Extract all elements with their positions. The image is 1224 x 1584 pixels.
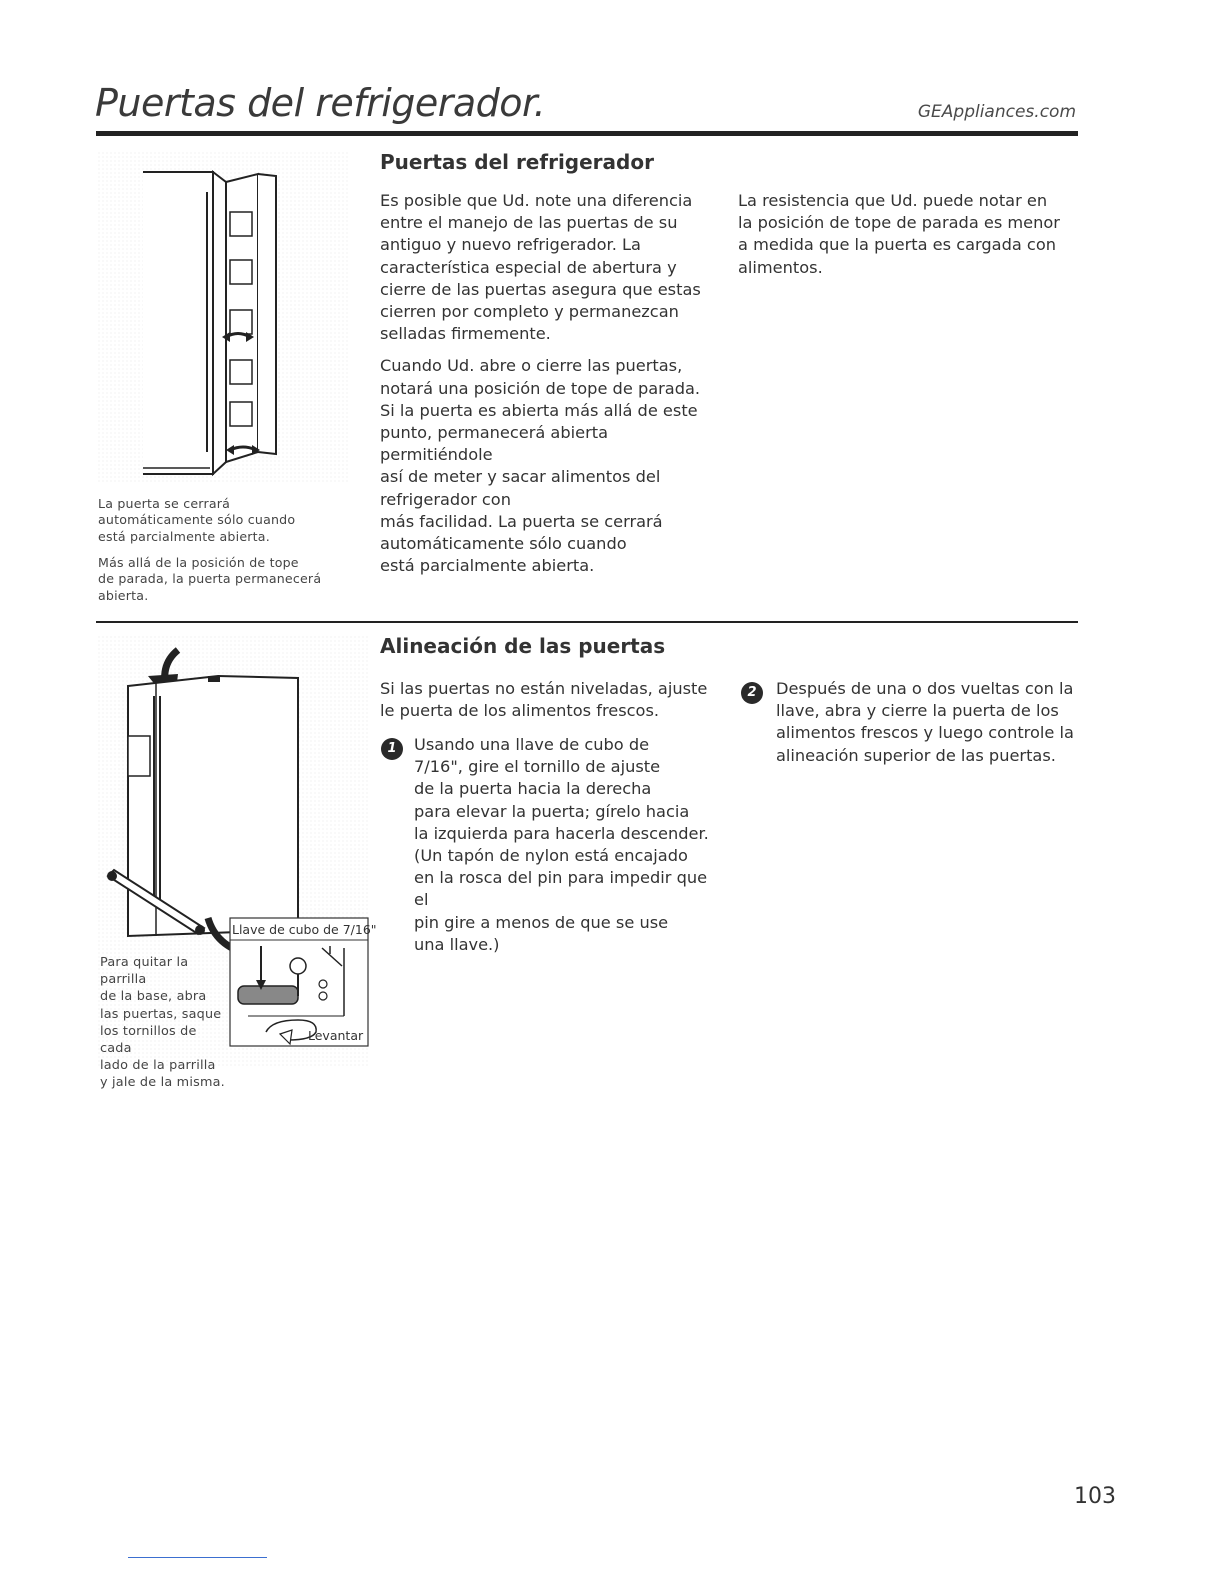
step-2-badge: 2 (741, 682, 763, 704)
doors-column-1: Es posible que Ud. note una diferencia entre el manejo de las puertas de su antiguo y nuevo refrigerador. La característica especial de abertura y cierre de las puertas asegura que estas cierren por completo y permanezcan selladas firmemente. Cuando Ud. abre o cierre las puertas, notará una posición de tope de parada. Si la puerta es abierta más allá de este punto, permanecerá abierta permitiéndole así de meter y sacar alimentos del refrigerador con más facilidad. La puerta se cerrará automáticamente sólo cuando está parcialmente abierta. (380, 191, 701, 576)
alignment-step-1: Usando una llave de cubo de 7/16", gire el tornillo de ajuste de la puerta hacia la derecha para elevar la puerta; gírelo hacia la izquierda para hacerla descender. (Un tapón de nylon está encajado en la rosca del pin para impedir que el pin gire a menos de que se use una llave.) (414, 735, 709, 954)
caption-door-close: La puerta se cerrará automáticamente sólo cuando está parcialmente abierta. (98, 496, 296, 544)
grille-caption: Para quitar la parrilla de la base, abra las puertas, saque los tornillos de cada lado de la parrilla y jale de la misma. (100, 955, 225, 1091)
alignment-step-2: Después de una o dos vueltas con la llave, abra y cierre la puerta de los alimentos frescos y luego controle la alineación superior de las puertas. (776, 679, 1074, 765)
door-open-drawing (98, 152, 348, 484)
step-1-badge: 1 (381, 738, 403, 760)
site-url: GEAppliances.com (917, 102, 1076, 122)
doors-column-2: La resistencia que Ud. puede notar en la posición de tope de parada es menor a medida que la puerta es cargada con alimentos. (738, 191, 1060, 277)
alignment-illustration (98, 636, 377, 1091)
section-heading-alignment: Alineación de las puertas (380, 634, 666, 658)
lift-label: Levantar (308, 1028, 364, 1043)
page-title: Puertas del refrigerador. (95, 81, 546, 125)
wrench-label: Llave de cubo de 7/16" (232, 922, 377, 937)
section-heading-doors: Puertas del refrigerador (380, 150, 654, 174)
footer-line (128, 1557, 267, 1558)
door-illustration (98, 152, 348, 484)
page-number: 103 (1074, 1484, 1116, 1509)
alignment-intro: Si las puertas no están niveladas, ajuste le puerta de los alimentos frescos. (380, 679, 708, 721)
header-rule (96, 131, 1078, 136)
caption-door-stop: Más allá de la posición de tope de parada, la puerta permanecerá abierta. (98, 555, 322, 603)
section-rule (96, 621, 1078, 623)
